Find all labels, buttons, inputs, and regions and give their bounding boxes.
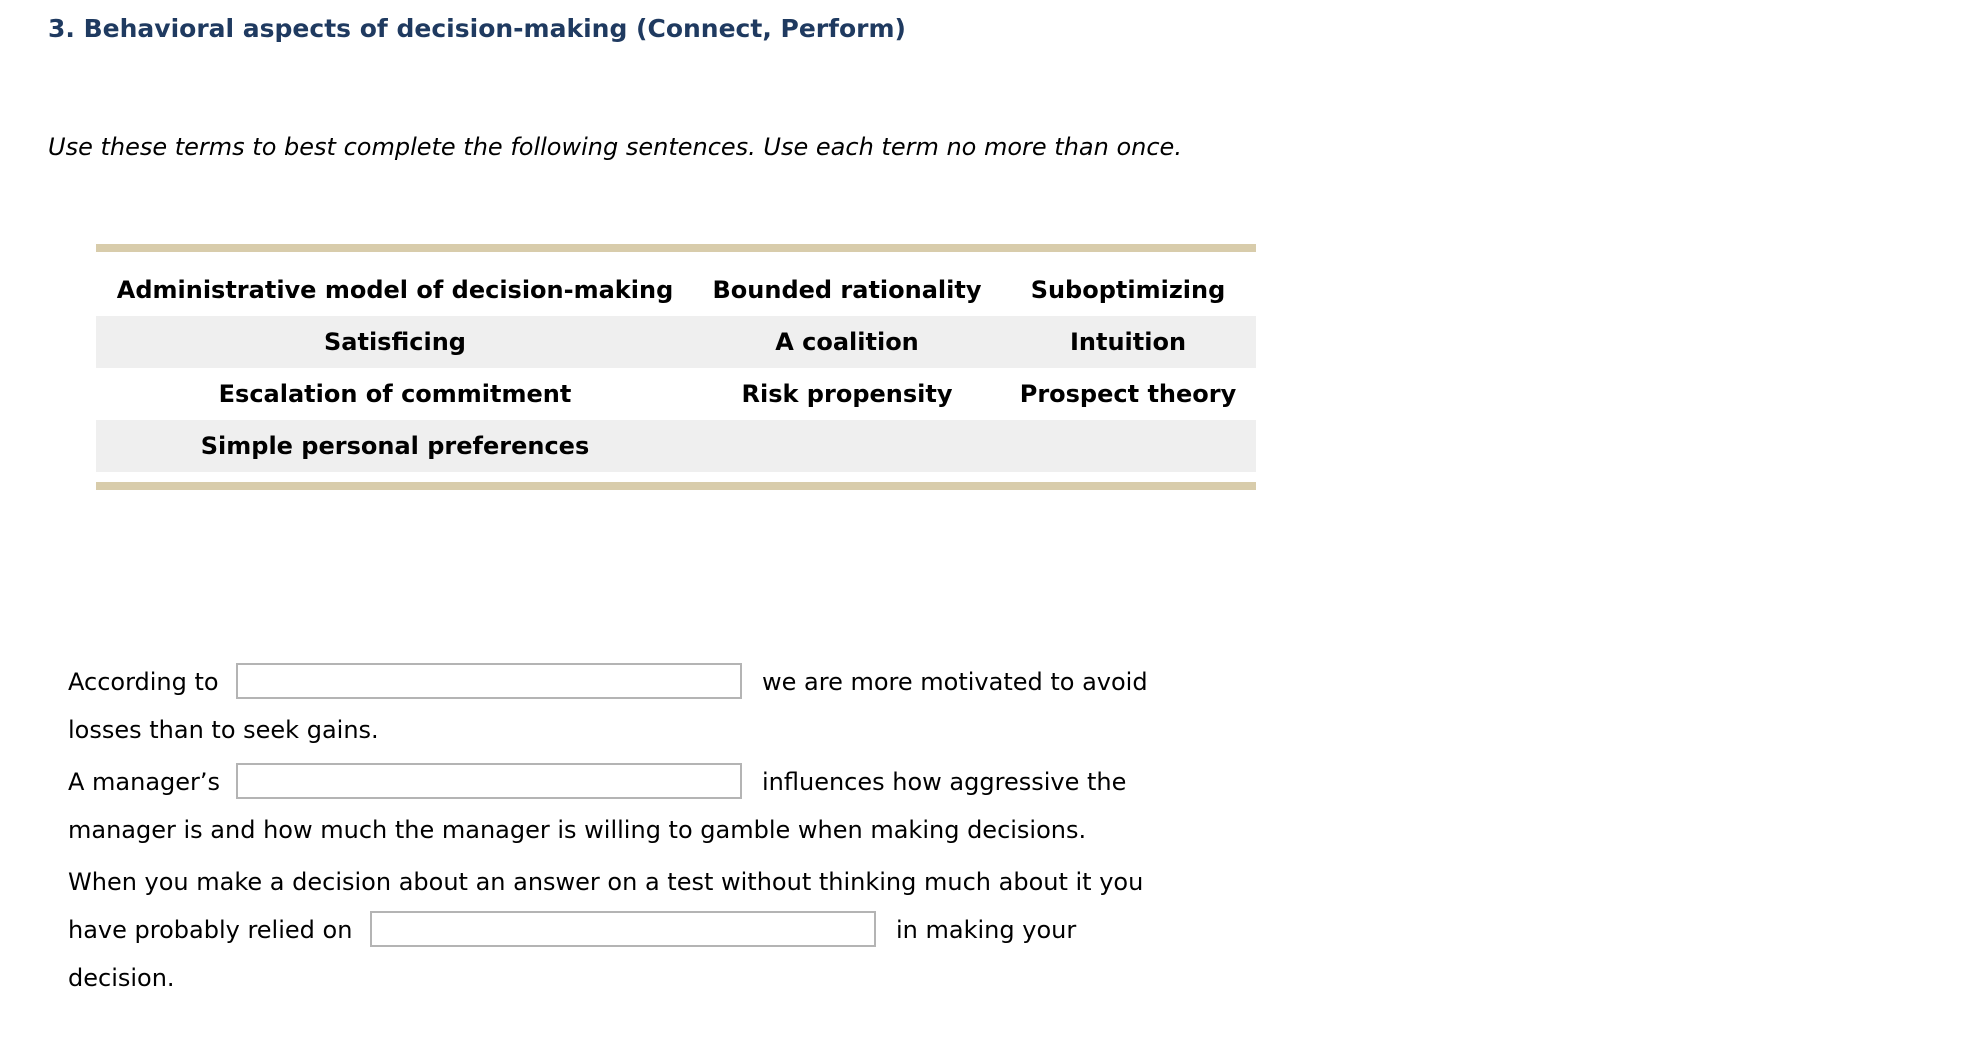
question-1-line-1	[68, 658, 1168, 706]
question-2-line-1	[68, 758, 1168, 806]
question-1-line-2	[68, 706, 1168, 754]
question-2-text-continued: manager is and how much the manager is willing to gamble when making decisions.	[68, 816, 1087, 844]
question-3-text-continued: decision.	[68, 964, 175, 992]
question-2-text-before: A manager’s	[68, 768, 221, 796]
question-2-line-2	[68, 806, 1168, 854]
instructions-text: Use these terms to best complete the following sentences. Use each term no more than once.	[48, 133, 1182, 161]
term-cell: Bounded rationality	[712, 276, 982, 304]
term-cell: Prospect theory	[1019, 380, 1237, 408]
term-cell: Simple personal preferences	[96, 420, 694, 472]
question-list	[68, 658, 1168, 1002]
question-1-text-before: According to	[68, 668, 219, 696]
question-2-answer-input[interactable]	[236, 763, 742, 799]
question-3-text-lead: have probably relied on	[68, 916, 353, 944]
question-1-text-continued: losses than to seek gains.	[68, 716, 379, 744]
term-cell	[694, 420, 1000, 472]
question-1-text-after: we are more motivated to avoid	[762, 668, 1148, 696]
term-row	[96, 368, 1256, 420]
term-cell: Intuition	[1000, 316, 1256, 368]
term-bank	[96, 244, 1256, 490]
question-3-line-2	[68, 906, 1168, 954]
term-cell: Suboptimizing	[1030, 276, 1226, 304]
question-3-text-before: When you make a decision about an answer on a test without thinking much about it you	[68, 868, 1144, 896]
term-row	[96, 264, 1256, 316]
question-3-text-after: in making your	[896, 916, 1077, 944]
term-table	[96, 264, 1256, 472]
term-cell: Administrative model of decision-making	[116, 276, 674, 304]
term-cell: Escalation of commitment	[218, 380, 572, 408]
term-cell: A coalition	[694, 316, 1000, 368]
term-cell: Satisficing	[96, 316, 694, 368]
term-row	[96, 316, 1256, 368]
question-2-text-after: influences how aggressive the	[762, 768, 1127, 796]
term-row	[96, 420, 1256, 472]
question-3-line-1	[68, 858, 1168, 906]
term-cell: Risk propensity	[741, 380, 953, 408]
question-3-line-3	[68, 954, 1168, 1002]
page-title: 3. Behavioral aspects of decision-making (Connect, Perform)	[48, 14, 906, 43]
question-1-answer-input[interactable]	[236, 663, 742, 699]
question-3-answer-input[interactable]	[370, 911, 876, 947]
term-cell	[1000, 420, 1256, 472]
